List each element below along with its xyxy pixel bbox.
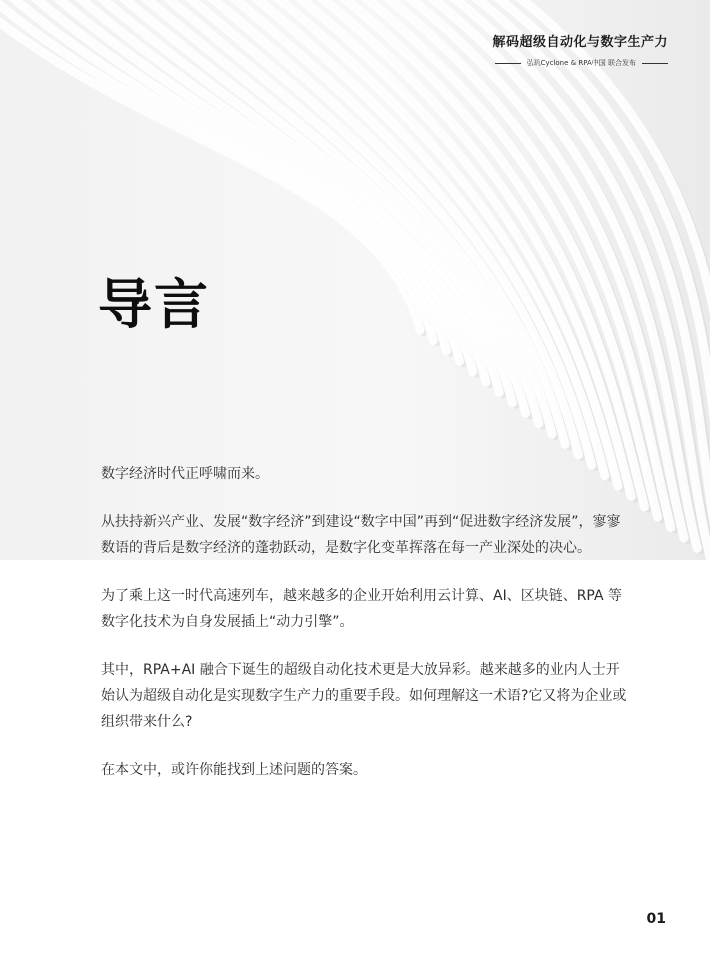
paragraph: 数字经济时代正呼啸而来。 (101, 466, 269, 482)
paragraph: 在本文中，或许你能找到上述问题的答案。 (101, 762, 367, 778)
document-header (468, 34, 668, 68)
header-rule-left (495, 63, 521, 64)
page-number: 01 (646, 911, 666, 927)
publisher-text: 弘玑Cyclone & RPA中国 联合发布 (526, 59, 636, 67)
header-rule-right (642, 63, 668, 64)
intro-body (101, 461, 631, 805)
paragraph: 为了乘上这一时代高速列车，越来越多的企业开始利用云计算、AI、区块链、RPA 等数字化技术为自身发展插上“动力引擎”。 (101, 588, 623, 630)
paragraph: 从扶持新兴产业、发展“数字经济”到建设“数字中国”再到“促进数字经济发展”，寥寥数语的背后是数字经济的蓬勃跃动，是数字化变革挥落在每一产业深处的决心。 (101, 514, 621, 556)
section-title: 导言 (98, 273, 210, 336)
report-title: 解码超级自动化与数字生产力 (492, 35, 668, 50)
paragraph: 其中，RPA+AI 融合下诞生的超级自动化技术更是大放异彩。越来越多的业内人士开始认为超级自动化是实现数字生产力的重要手段。如何理解这一术语?它又将为企业或组织带来什么? (101, 662, 627, 730)
publisher-line (468, 58, 668, 68)
